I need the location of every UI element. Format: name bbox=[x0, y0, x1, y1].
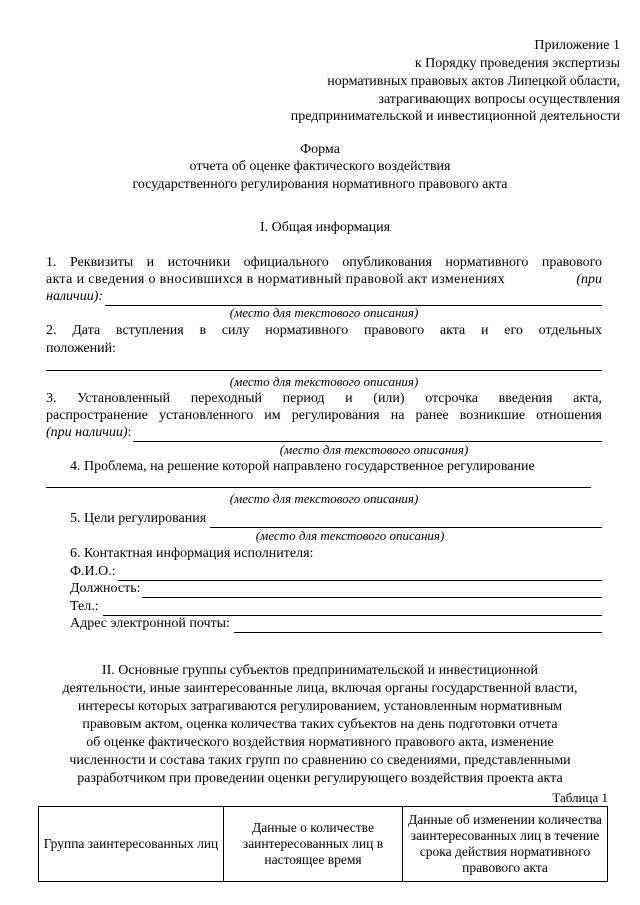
position-input-line[interactable] bbox=[142, 584, 602, 598]
item-1-line-2-italic: (при bbox=[576, 272, 602, 287]
appendix-line-5: предпринимательской и инвестиционной деятельности bbox=[290, 109, 620, 124]
phone-input-line[interactable] bbox=[103, 602, 602, 616]
item-3-input-line[interactable] bbox=[133, 428, 602, 442]
item-4-hint: (место для текстового описания) bbox=[229, 491, 419, 506]
item-5-field[interactable] bbox=[70, 510, 602, 528]
position-field[interactable] bbox=[70, 580, 602, 598]
position-label: Должность: bbox=[70, 581, 141, 596]
table-1-col-1: Группа заинтересованных лиц bbox=[39, 807, 224, 882]
form-title-line-1: Форма bbox=[300, 142, 340, 157]
section-2-line-2: деятельности, иные заинтересованные лица, включая органы государственной власти, bbox=[62, 681, 578, 696]
item-5-input-line[interactable] bbox=[210, 514, 602, 528]
item-1-line-1: 1. Реквизиты и источники официального опубликования нормативного правового bbox=[46, 255, 602, 270]
item-2-input-line[interactable] bbox=[46, 370, 602, 371]
table-1-col-3: Данные об изменении количества заинтересованных лиц в течение срока действия нормативного правового акта bbox=[403, 807, 608, 882]
section-2-line-5: об оценке фактического воздействия нормативного правового акта, изменение bbox=[86, 735, 554, 750]
appendix-line-1: Приложение 1 bbox=[534, 38, 620, 53]
item-3-colon: : bbox=[127, 425, 132, 440]
fio-field[interactable] bbox=[70, 563, 602, 581]
table-1-label: Таблица 1 bbox=[552, 790, 608, 805]
item-6-heading: 6. Контактная информация исполнителя: bbox=[70, 546, 314, 561]
table-1 bbox=[38, 806, 608, 882]
fio-label: Ф.И.О.: bbox=[70, 564, 116, 579]
table-1-header-row bbox=[39, 807, 608, 882]
item-3-hint: (место для текстового описания) bbox=[279, 442, 469, 457]
item-1-line-2 bbox=[46, 271, 602, 289]
item-3-field[interactable] bbox=[46, 424, 602, 442]
item-1-label: наличии): bbox=[46, 289, 104, 304]
item-3-line-2: распространение установленного им регулирования на ранее возникшие отношения bbox=[46, 408, 602, 423]
form-title-line-2: отчета об оценке фактического воздействия bbox=[189, 159, 451, 174]
email-label: Адрес электронной почты: bbox=[70, 616, 230, 631]
appendix-line-2: к Порядку проведения экспертизы bbox=[414, 56, 620, 71]
appendix-line-4: затрагивающих вопросы осуществления bbox=[378, 92, 620, 107]
phone-field[interactable] bbox=[70, 598, 602, 616]
email-field[interactable] bbox=[70, 615, 602, 633]
section-2-line-7: разработчиком при проведении оценки регулирующего воздействия проекта акта bbox=[77, 771, 563, 786]
fio-input-line[interactable] bbox=[118, 567, 602, 581]
section-2-line-3: интересы которых затрагиваются регулированием, установленным нормативным bbox=[77, 699, 563, 714]
email-input-line[interactable] bbox=[234, 619, 602, 633]
item-1-hint: (место для текстового описания) bbox=[229, 305, 419, 320]
section-2-line-4: правовым актом, оценка количества таких субъектов на день подготовки отчета bbox=[82, 717, 558, 732]
item-3-label: (при наличии) bbox=[46, 425, 128, 440]
item-5-hint: (место для текстового описания) bbox=[255, 528, 445, 543]
item-4-input-line[interactable] bbox=[46, 487, 591, 488]
item-2-line-1: 2. Дата вступления в силу нормативного правового акта и его отдельных bbox=[46, 323, 602, 338]
section-2-line-6: численности и состава таких групп по сравнению со сведениями, представленными bbox=[69, 753, 571, 768]
item-3-line-1: 3. Установленный переходный период и (или) отсрочка введения акта, bbox=[46, 391, 602, 406]
table-1-col-2: Данные о количестве заинтересованных лиц в настоящее время bbox=[224, 807, 403, 882]
item-1-line-2-text: акта и сведения о вносившихся в нормативный правовой акт изменениях bbox=[46, 272, 505, 287]
form-title-line-3: государственного регулирования нормативного правового акта bbox=[132, 177, 508, 192]
item-2-hint: (место для текстового описания) bbox=[229, 374, 419, 389]
item-5-label: 5. Цели регулирования bbox=[70, 511, 207, 526]
section-2-line-1: II. Основные группы субъектов предпринимательской и инвестиционной bbox=[101, 663, 539, 678]
phone-label: Тел.: bbox=[70, 599, 99, 614]
appendix-line-3: нормативных правовых актов Липецкой области, bbox=[327, 74, 620, 89]
item-2-line-2: положений: bbox=[46, 341, 117, 356]
item-4-line: 4. Проблема, на решение которой направлено государственное регулирование bbox=[70, 459, 535, 474]
section-1-heading: I. Общая информация bbox=[259, 220, 391, 235]
